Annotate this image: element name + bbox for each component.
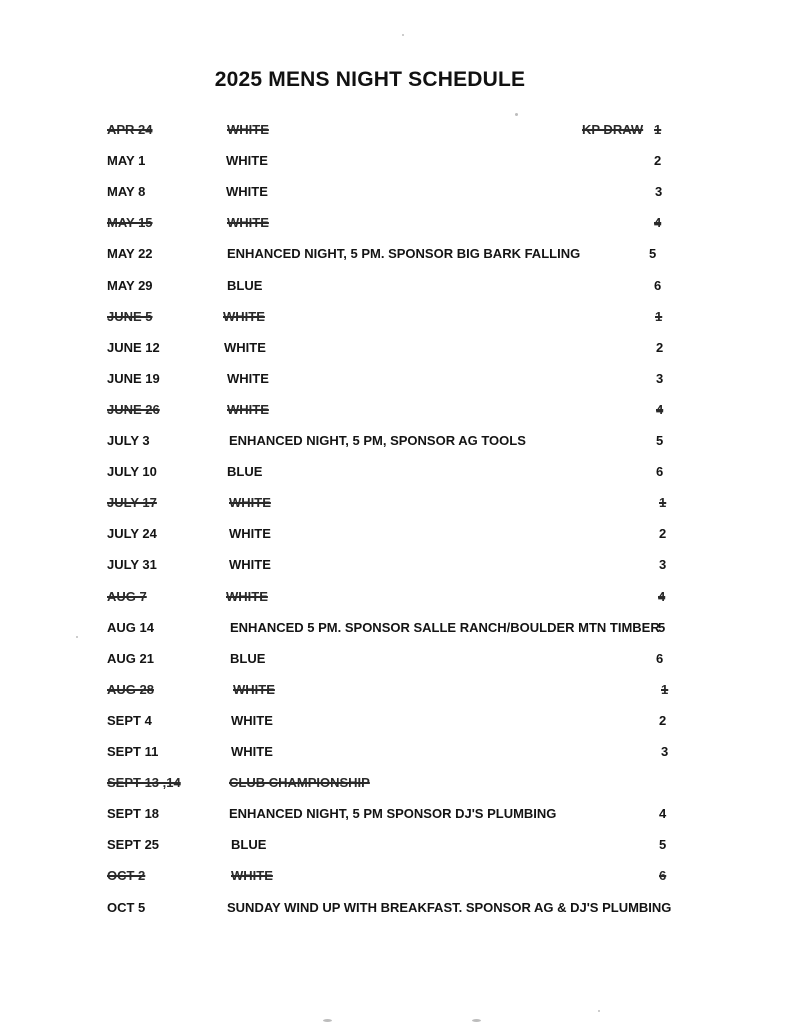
scan-speck [472,1019,481,1022]
row-number: 1 [654,122,662,137]
row-date: OCT 2 [107,868,146,884]
row-event: BLUE [227,464,263,480]
row-date: JULY 24 [107,526,157,542]
schedule-row [0,430,789,452]
schedule-row [0,648,789,670]
row-event: WHITE [226,588,268,604]
row-number: 2 [654,153,662,169]
row-event: WHITE [226,153,268,169]
row-number: 4 [656,401,664,417]
row-event: ENHANCED NIGHT, 5 PM SPONSOR DJ'S PLUMBING [229,806,557,822]
row-event: WHITE [231,868,273,884]
row-number: 2 [659,712,667,728]
row-event: BLUE [227,277,263,293]
row-date: AUG 28 [107,681,154,697]
row-event: CLUB CHAMPIONSHIP [229,775,370,791]
scan-speck [76,636,78,638]
schedule-row [0,741,789,763]
schedule-row [0,710,789,732]
schedule-row [0,212,789,234]
schedule-row [0,181,789,203]
row-date: JULY 10 [107,464,157,480]
row-date: MAY 15 [107,215,153,231]
schedule-row [0,834,789,856]
row-number: 4 [659,806,667,822]
schedule-row [0,679,789,701]
row-date: JULY 17 [107,495,157,511]
row-date: AUG 14 [107,619,154,635]
row-number: 3 [656,370,664,386]
row-event: SUNDAY WIND UP WITH BREAKFAST. SPONSOR AG & DJ'S PLUMBING [227,899,672,915]
schedule-row [0,275,789,297]
scan-speck [402,34,404,36]
row-date: AUG 7 [107,588,147,604]
page-title: 2025 MENS NIGHT SCHEDULE [214,68,526,91]
row-date: APR 24 [107,122,153,137]
schedule-row [0,772,789,794]
row-date: JUNE 12 [107,339,160,355]
row-number: 4 [654,215,662,231]
row-event: WHITE [227,215,269,231]
row-date: JULY 31 [107,557,157,573]
row-number: 5 [658,619,666,635]
row-date: JUNE 19 [107,370,160,386]
schedule-row [0,554,789,576]
row-number: 2 [656,339,664,355]
row-date: AUG 21 [107,650,154,666]
row-number: 3 [659,557,667,573]
row-number: 5 [659,837,667,853]
row-event: WHITE [229,557,271,573]
scan-speck [515,113,518,116]
row-extra-note: KP DRAW [582,122,644,137]
row-event: WHITE [227,122,269,137]
row-date: MAY 8 [107,184,146,200]
row-date: JULY 3 [107,433,150,448]
schedule-row [0,617,789,639]
schedule-row [0,399,789,421]
row-date: JUNE 26 [107,401,160,417]
schedule-row [0,119,789,141]
schedule-row [0,368,789,390]
schedule-row [0,337,789,359]
schedule-row [0,150,789,172]
row-date: JUNE 5 [107,308,153,324]
schedule-row [0,461,789,483]
row-number: 3 [655,184,663,200]
row-number: 6 [654,277,662,293]
row-number: 6 [656,650,664,666]
row-event: WHITE [231,744,273,759]
row-number: 3 [661,744,669,759]
row-event: WHITE [224,339,266,355]
row-event: BLUE [231,837,267,853]
row-number: 1 [661,681,669,697]
row-event: ENHANCED NIGHT, 5 PM, SPONSOR AG TOOLS [229,433,526,448]
schedule-row [0,523,789,545]
row-date: SEPT 25 [107,837,160,853]
row-number: 4 [658,588,666,604]
schedule-row [0,306,789,328]
row-number: 6 [659,868,667,884]
row-number: 6 [656,464,664,480]
row-date: OCT 5 [107,899,146,915]
row-number: 2 [659,526,667,542]
row-date: MAY 22 [107,246,153,262]
row-number: 5 [649,246,657,262]
row-date: MAY 1 [107,153,146,169]
row-number: 1 [659,495,667,511]
row-event: WHITE [231,712,273,728]
row-event: BLUE [230,650,266,666]
schedule-row [0,897,789,919]
schedule-row [0,243,789,265]
scan-speck [598,1010,600,1012]
schedule-row [0,865,789,887]
schedule-row [0,586,789,608]
scan-speck [323,1019,332,1022]
row-event: ENHANCED NIGHT, 5 PM. SPONSOR BIG BARK FALLING [227,246,581,262]
row-event: WHITE [233,681,275,697]
row-date: MAY 29 [107,277,153,293]
row-event: WHITE [226,184,268,200]
row-number: 5 [656,433,664,448]
row-date: SEPT 18 [107,806,160,822]
row-event: WHITE [229,495,271,511]
row-date: SEPT 4 [107,712,152,728]
schedule-row [0,803,789,825]
row-date: SEPT 11 [107,744,159,759]
row-event: WHITE [223,308,265,324]
row-event: WHITE [227,370,269,386]
row-event: WHITE [229,526,271,542]
row-event: ENHANCED 5 PM. SPONSOR SALLE RANCH/BOULDER MTN TIMBER [230,619,660,635]
row-event: WHITE [227,401,269,417]
row-date: SEPT 13 ,14 [107,775,181,791]
row-number: 1 [655,308,663,324]
schedule-row [0,492,789,514]
